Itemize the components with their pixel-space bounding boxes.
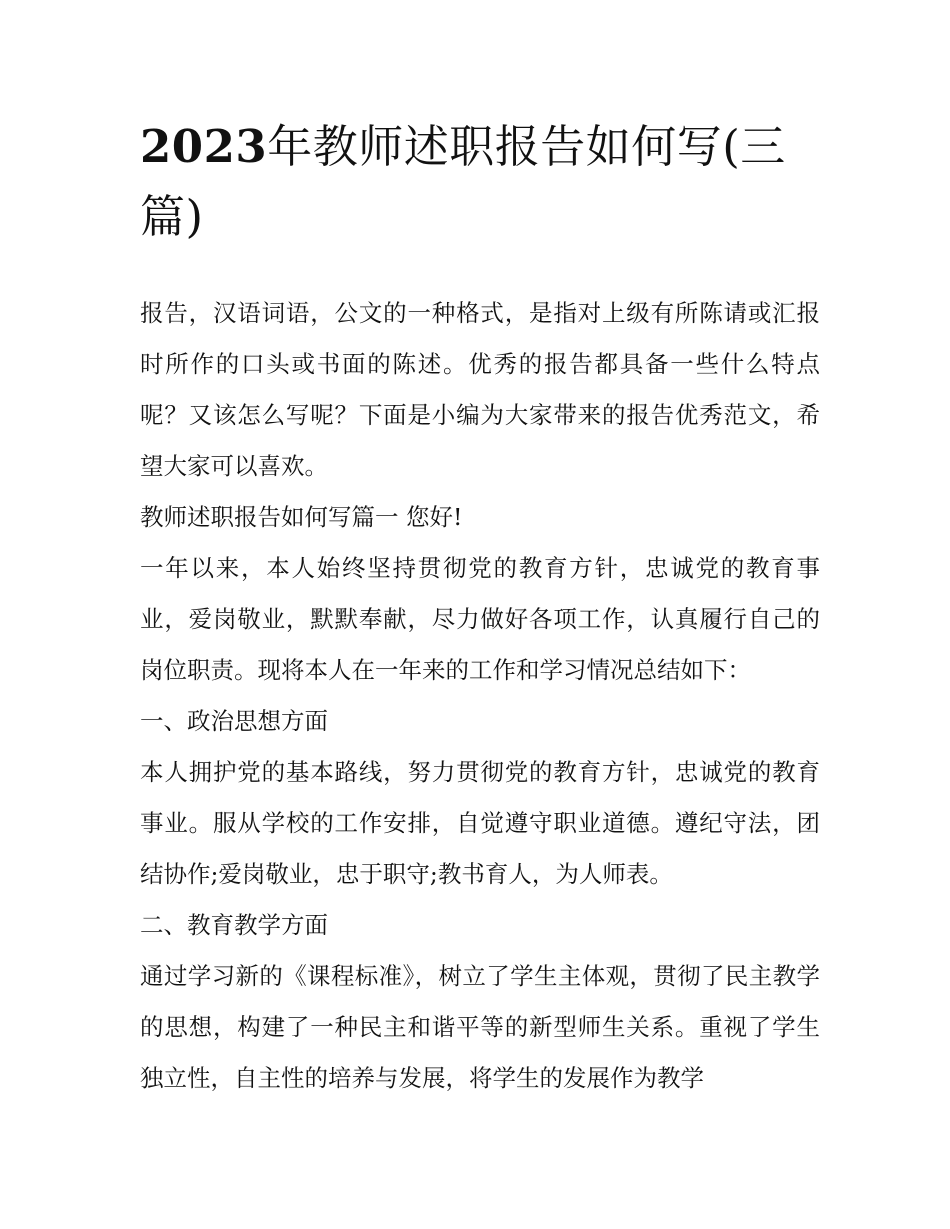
- section-heading-teaching: 二、教育教学方面: [140, 911, 328, 939]
- title-text: 年教师述职报告如何写(三篇): [140, 120, 786, 243]
- document-title: [140, 112, 820, 252]
- document-body: [140, 112, 820, 1104]
- intro-paragraph: 报告，汉语词语，公文的一种格式，是指对上级有所陈请或汇报时所作的口头或书面的陈述。优秀的报告都具备一些什么特点呢？又该怎么写呢？下面是小编为大家带来的报告优秀范文，希望大家可以喜欢。: [140, 299, 820, 480]
- opening-paragraph: 一年以来，本人始终坚持贯彻党的教育方针，忠诚党的教育事业，爱岗敬业，默默奉献，尽力做好各项工作，认真履行自己的岗位职责。现将本人在一年来的工作和学习情况总结如下：: [140, 554, 820, 684]
- section-heading-political: 一、政治思想方面: [140, 707, 328, 735]
- political-paragraph: 本人拥护党的基本路线，努力贯彻党的教育方针，忠诚党的教育事业。服从学校的工作安排，自觉遵守职业道德。遵纪守法，团结协作;爱岗敬业，忠于职守;教书育人，为人师表。: [140, 758, 820, 888]
- section-heading-greeting: 教师述职报告如何写篇一 您好!: [140, 503, 463, 531]
- title-year: 2023: [140, 120, 268, 173]
- teaching-paragraph: 通过学习新的《课程标准》，树立了学生主体观，贯彻了民主教学的思想，构建了一种民主和谐平等的新型师生关系。重视了学生独立性，自主性的培养与发展，将学生的发展作为教学: [140, 962, 820, 1092]
